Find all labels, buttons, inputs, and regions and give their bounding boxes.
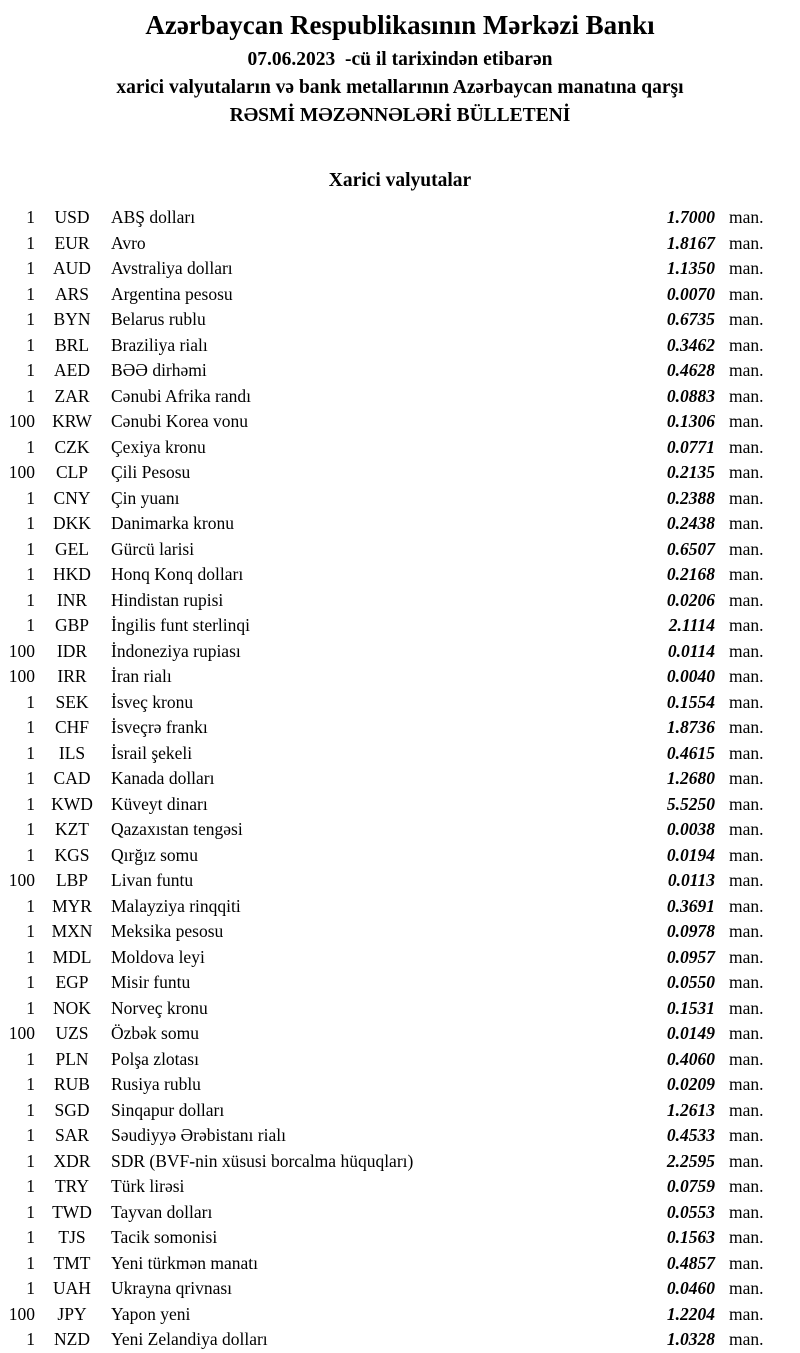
currency-quantity: 1 [26, 1252, 35, 1273]
currency-name: Kanada dolları [111, 768, 215, 788]
currency-code: LBP [55, 870, 89, 890]
unit-label: man. [729, 819, 764, 839]
currency-row [0, 1123, 800, 1149]
currency-row [0, 894, 800, 920]
currency-quantity: 100 [8, 411, 35, 431]
currency-name: Tacik somonisi [111, 1227, 218, 1247]
currency-name: Sinqapur dolları [111, 1099, 225, 1120]
currency-code: GBP [54, 615, 90, 635]
currency-row [0, 1021, 800, 1047]
exchange-rate: 0.0206 [666, 589, 715, 610]
bank-title: Azərbaycan Respublikasının Mərkəzi Bankı [145, 10, 655, 40]
unit-label: man. [729, 946, 764, 967]
currency-name: Tayvan dolları [111, 1201, 213, 1222]
unit-label: man. [729, 1227, 764, 1247]
currency-row [0, 613, 800, 639]
unit-label: man. [729, 462, 764, 482]
unit-label: man. [729, 717, 764, 737]
currency-quantity: 1 [26, 895, 35, 916]
currency-quantity: 1 [26, 768, 35, 788]
currency-row [0, 435, 800, 461]
currency-row [0, 817, 800, 843]
currency-name: Özbək somu [111, 1023, 199, 1043]
currency-row [0, 562, 800, 588]
exchange-rate: 0.1306 [666, 411, 715, 431]
currency-code: ZAR [54, 385, 90, 406]
currency-name: Qırğız somu [111, 844, 199, 865]
currency-row [0, 1251, 800, 1277]
currency-code: XDR [53, 1150, 91, 1171]
currency-name: Cənubi Afrika randı [111, 385, 251, 406]
unit-label: man. [729, 768, 764, 788]
unit-label: man. [729, 1099, 764, 1120]
currency-code: ARS [54, 283, 90, 304]
currency-quantity: 1 [26, 232, 35, 253]
currency-code: CLP [55, 462, 89, 482]
currency-row [0, 1200, 800, 1226]
currency-quantity: 1 [26, 1150, 35, 1171]
currency-name: Belarus rublu [111, 309, 206, 329]
currency-code: TMT [53, 1252, 91, 1273]
exchange-rate: 2.2595 [666, 1150, 715, 1171]
currency-row [0, 537, 800, 563]
exchange-rate: 1.7000 [666, 207, 715, 227]
exchange-rate: 0.2135 [666, 462, 715, 482]
unit-label: man. [729, 334, 764, 355]
currency-row [0, 358, 800, 384]
exchange-rate: 1.2204 [666, 1303, 715, 1324]
currency-quantity: 1 [26, 207, 35, 227]
unit-label: man. [729, 1303, 764, 1324]
exchange-rate: 1.8167 [666, 232, 715, 253]
exchange-rate: 0.0553 [666, 1201, 715, 1222]
unit-label: man. [729, 360, 764, 380]
currency-row [0, 384, 800, 410]
currency-name: Yeni Zelandiya dolları [111, 1329, 268, 1349]
currency-name: İsrail şekeli [111, 742, 193, 763]
currency-quantity: 1 [26, 691, 35, 712]
unit-label: man. [729, 615, 764, 635]
exchange-rate: 0.4060 [666, 1048, 715, 1069]
exchange-rate: 0.0771 [666, 436, 715, 457]
bulletin-title: RƏSMİ MƏZƏNNƏLƏRİ BÜLLETENİ [229, 105, 571, 126]
currency-quantity: 1 [26, 487, 35, 508]
currency-row [0, 588, 800, 614]
currency-code: USD [54, 207, 90, 227]
unit-label: man. [729, 1048, 764, 1069]
currency-row [0, 1276, 800, 1302]
currency-name: Moldova leyi [111, 946, 205, 967]
currency-code: MXN [51, 921, 93, 941]
exchange-rate: 0.2388 [666, 487, 715, 508]
currency-row [0, 460, 800, 486]
currency-code: UZS [55, 1023, 89, 1043]
currency-row [0, 919, 800, 945]
unit-label: man. [729, 411, 764, 431]
currency-quantity: 100 [8, 870, 35, 890]
currency-code: IRR [57, 666, 87, 686]
currency-code: KRW [52, 411, 92, 431]
unit-label: man. [729, 666, 764, 686]
exchange-rate: 0.0114 [667, 640, 715, 661]
currency-code: PLN [55, 1048, 89, 1069]
currency-quantity: 1 [26, 793, 35, 814]
currency-quantity: 1 [26, 1201, 35, 1222]
exchange-rate: 0.2168 [666, 564, 715, 584]
unit-label: man. [729, 640, 764, 661]
currency-quantity: 1 [26, 742, 35, 763]
currency-name: Polşa zlotası [111, 1048, 199, 1069]
currency-code: CNY [53, 487, 91, 508]
currency-quantity: 1 [26, 615, 35, 635]
currency-code: SGD [54, 1099, 90, 1120]
currency-name: Yapon yeni [111, 1303, 191, 1324]
currency-code: EGP [55, 972, 89, 992]
currency-code: DKK [53, 513, 91, 533]
exchange-rate: 0.0149 [666, 1023, 715, 1043]
currency-name: Honq Konq dolları [111, 564, 244, 584]
unit-label: man. [729, 589, 764, 610]
currency-row [0, 486, 800, 512]
unit-label: man. [729, 1252, 764, 1273]
currency-name: Hindistan rupisi [111, 589, 224, 610]
exchange-rate: 0.6735 [666, 309, 715, 329]
exchange-rate: 1.2680 [666, 768, 715, 788]
exchange-rate: 0.4615 [666, 742, 715, 763]
currency-name: Çin yuanı [111, 487, 180, 508]
currency-quantity: 1 [26, 309, 35, 329]
currency-row [0, 231, 800, 257]
currency-name: Küveyt dinarı [111, 793, 208, 814]
currency-code: IDR [56, 640, 88, 661]
unit-label: man. [729, 1023, 764, 1043]
currency-code: CAD [53, 768, 91, 788]
unit-label: man. [729, 1201, 764, 1222]
unit-label: man. [729, 921, 764, 941]
currency-name: Avro [111, 232, 146, 253]
currency-name: Çexiya kronu [111, 436, 206, 457]
exchange-rate: 0.0194 [666, 844, 715, 865]
currency-name: Gürcü larisi [111, 538, 195, 559]
unit-label: man. [729, 1278, 764, 1298]
exchange-rate: 0.0070 [666, 283, 715, 304]
currency-row [0, 333, 800, 359]
currency-quantity: 1 [26, 997, 35, 1018]
currency-code: SAR [54, 1125, 90, 1145]
currency-name: Çili Pesosu [111, 462, 191, 482]
currency-quantity: 1 [26, 385, 35, 406]
effective-date-line: 07.06.2023 -cü il tarixindən etibarən [247, 49, 553, 70]
section-title-foreign-currencies: Xarici valyutalar [328, 170, 472, 191]
exchange-rate: 0.0978 [666, 921, 715, 941]
currency-row [0, 282, 800, 308]
currency-quantity: 1 [26, 334, 35, 355]
exchange-rate: 2.1114 [668, 615, 715, 635]
currency-name: İsveç kronu [111, 691, 194, 712]
currency-name: Braziliya rialı [111, 334, 208, 355]
unit-label: man. [729, 283, 764, 304]
currency-code: BYN [53, 309, 91, 329]
currency-quantity: 1 [26, 1329, 35, 1349]
currency-code: NZD [54, 1329, 90, 1349]
currency-row [0, 1072, 800, 1098]
currency-quantity: 1 [26, 946, 35, 967]
exchange-rate: 0.4533 [666, 1125, 715, 1145]
currency-row [0, 1174, 800, 1200]
currency-quantity: 1 [26, 1176, 35, 1196]
currency-code: MYR [52, 895, 92, 916]
currency-name: Türk lirəsi [111, 1176, 185, 1196]
currency-code: MDL [52, 946, 92, 967]
currency-name: BƏƏ dirhəmi [111, 360, 207, 380]
unit-label: man. [729, 742, 764, 763]
exchange-rate: 0.0040 [666, 666, 715, 686]
exchange-rate: 0.3691 [666, 895, 715, 916]
currency-row [0, 511, 800, 537]
exchange-rate: 0.2438 [666, 513, 715, 533]
currency-name: İsveçrə frankı [111, 717, 208, 737]
currency-row [0, 409, 800, 435]
currency-row [0, 996, 800, 1022]
exchange-rate: 1.0328 [666, 1329, 715, 1349]
currency-code: SEK [55, 691, 89, 712]
currency-name: Malayziya rinqqiti [111, 895, 241, 916]
exchange-rate: 0.1531 [666, 997, 715, 1018]
currency-row [0, 1225, 800, 1251]
exchange-rate: 0.3462 [666, 334, 715, 355]
currency-name: İran rialı [111, 666, 172, 686]
currency-code: TWD [52, 1201, 92, 1222]
currency-code: HKD [53, 564, 91, 584]
currency-name: Meksika pesosu [111, 921, 224, 941]
currency-code: AUD [53, 258, 91, 278]
unit-label: man. [729, 691, 764, 712]
unit-label: man. [729, 232, 764, 253]
currency-row [0, 715, 800, 741]
currency-code: INR [56, 589, 88, 610]
currency-quantity: 100 [8, 462, 35, 482]
currency-quantity: 1 [26, 717, 35, 737]
currency-code: CZK [54, 436, 90, 457]
currency-code: NOK [53, 997, 91, 1018]
unit-label: man. [729, 997, 764, 1018]
currency-code: RUB [54, 1074, 90, 1094]
unit-label: man. [729, 258, 764, 278]
currency-quantity: 1 [26, 1227, 35, 1247]
currency-name: Ukrayna qrivnası [111, 1278, 233, 1298]
exchange-rate: 1.1350 [666, 258, 715, 278]
unit-label: man. [729, 436, 764, 457]
currency-name: Argentina pesosu [111, 283, 233, 304]
unit-label: man. [729, 895, 764, 916]
currency-code: BRL [54, 334, 90, 355]
exchange-rate: 0.0883 [666, 385, 715, 406]
currency-table [0, 205, 800, 1353]
currency-quantity: 1 [26, 1048, 35, 1069]
unit-label: man. [729, 309, 764, 329]
currency-quantity: 1 [26, 538, 35, 559]
exchange-rate: 0.0759 [666, 1176, 715, 1196]
currency-quantity: 1 [26, 258, 35, 278]
unit-label: man. [729, 1176, 764, 1196]
currency-quantity: 1 [26, 283, 35, 304]
currency-row [0, 792, 800, 818]
exchange-rate: 0.4628 [666, 360, 715, 380]
currency-quantity: 1 [26, 564, 35, 584]
currency-code: UAH [53, 1278, 91, 1298]
currency-name: İndoneziya rupiası [111, 640, 241, 661]
currency-code: EUR [54, 232, 90, 253]
exchange-rate: 0.6507 [666, 538, 715, 559]
currency-quantity: 100 [8, 1303, 35, 1324]
unit-label: man. [729, 972, 764, 992]
currency-name: ABŞ dolları [111, 207, 196, 227]
currency-name: Cənubi Korea vonu [111, 411, 249, 431]
unit-label: man. [729, 870, 764, 890]
currency-name: Rusiya rublu [111, 1074, 201, 1094]
unit-label: man. [729, 1150, 764, 1171]
currency-row [0, 639, 800, 665]
currency-name: SDR (BVF-nin xüsusi borcalma hüquqları) [111, 1150, 414, 1171]
currency-quantity: 1 [26, 1074, 35, 1094]
currency-row [0, 1047, 800, 1073]
currency-row [0, 205, 800, 231]
currency-quantity: 1 [26, 436, 35, 457]
currency-code: CHF [54, 717, 90, 737]
bulletin-header [0, 46, 800, 130]
currency-name: İngilis funt sterlinqi [111, 615, 251, 635]
currency-quantity: 1 [26, 513, 35, 533]
unit-label: man. [729, 207, 764, 227]
exchange-rate: 0.0113 [667, 870, 715, 890]
exchange-rate: 0.0550 [666, 972, 715, 992]
currency-name: Danimarka kronu [111, 513, 234, 533]
currency-name: Livan funtu [111, 870, 194, 890]
currency-quantity: 100 [8, 1023, 35, 1043]
currency-quantity: 1 [26, 1278, 35, 1298]
currency-name: Yeni türkmən manatı [111, 1252, 258, 1273]
currency-quantity: 1 [26, 972, 35, 992]
exchange-rate: 0.1554 [666, 691, 715, 712]
exchange-rate: 0.1563 [666, 1227, 715, 1247]
unit-label: man. [729, 1074, 764, 1094]
exchange-rate: 1.8736 [666, 717, 715, 737]
subtitle-line: xarici valyutaların və bank metallarının Azərbaycan manatına qarşı [116, 77, 684, 98]
exchange-rate: 5.5250 [666, 793, 715, 814]
unit-label: man. [729, 538, 764, 559]
unit-label: man. [729, 1125, 764, 1145]
currency-quantity: 1 [26, 360, 35, 380]
currency-row [0, 307, 800, 333]
currency-quantity: 1 [26, 844, 35, 865]
currency-row [0, 868, 800, 894]
currency-code: TJS [58, 1227, 86, 1247]
currency-name: Norveç kronu [111, 997, 208, 1018]
currency-row [0, 1302, 800, 1328]
currency-row [0, 843, 800, 869]
currency-code: AED [54, 360, 90, 380]
currency-code: JPY [57, 1303, 87, 1324]
currency-quantity: 1 [26, 1125, 35, 1145]
currency-quantity: 100 [8, 640, 35, 661]
currency-code: KGS [54, 844, 90, 865]
unit-label: man. [729, 793, 764, 814]
currency-row [0, 256, 800, 282]
currency-row [0, 1149, 800, 1175]
exchange-rate: 0.0460 [666, 1278, 715, 1298]
currency-row [0, 1327, 800, 1353]
currency-row [0, 664, 800, 690]
currency-row [0, 741, 800, 767]
exchange-rate: 0.0957 [666, 946, 715, 967]
currency-name: Səudiyyə Ərəbistanı rialı [111, 1125, 286, 1145]
currency-code: TRY [54, 1176, 90, 1196]
currency-quantity: 1 [26, 589, 35, 610]
currency-row [0, 690, 800, 716]
currency-name: Qazaxıstan tengəsi [111, 819, 243, 839]
currency-code: KWD [51, 793, 93, 814]
unit-label: man. [729, 564, 764, 584]
currency-name: Misir funtu [111, 972, 191, 992]
unit-label: man. [729, 385, 764, 406]
unit-label: man. [729, 487, 764, 508]
currency-code: KZT [54, 819, 90, 839]
exchange-rate: 0.4857 [666, 1252, 715, 1273]
currency-row [0, 1098, 800, 1124]
currency-quantity: 1 [26, 819, 35, 839]
currency-row [0, 945, 800, 971]
currency-code: ILS [58, 742, 86, 763]
unit-label: man. [729, 513, 764, 533]
currency-code: GEL [54, 538, 90, 559]
exchange-rate: 0.0209 [666, 1074, 715, 1094]
currency-quantity: 1 [26, 921, 35, 941]
unit-label: man. [729, 844, 764, 865]
currency-quantity: 1 [26, 1099, 35, 1120]
exchange-rate: 1.2613 [666, 1099, 715, 1120]
unit-label: man. [729, 1329, 764, 1349]
currency-quantity: 100 [8, 666, 35, 686]
currency-row [0, 766, 800, 792]
currency-name: Avstraliya dolları [111, 258, 233, 278]
currency-row [0, 970, 800, 996]
exchange-rate: 0.0038 [666, 819, 715, 839]
